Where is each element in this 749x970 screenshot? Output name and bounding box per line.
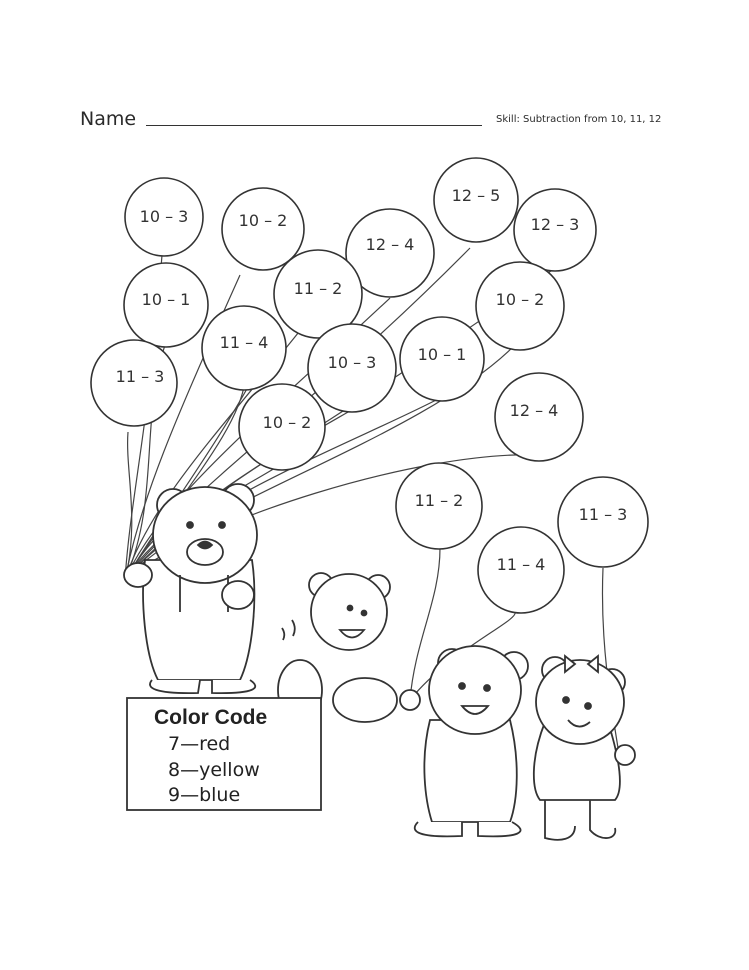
balloon-label: 12 – 4 bbox=[365, 235, 415, 254]
color-code-item: 8—yellow bbox=[168, 759, 260, 781]
balloon-label: 11 – 2 bbox=[293, 279, 343, 298]
balloon-label: 12 – 3 bbox=[530, 215, 580, 234]
balloon-label: 10 – 2 bbox=[238, 211, 288, 230]
bear-right bbox=[534, 656, 635, 840]
balloon-label: 12 – 4 bbox=[509, 401, 559, 420]
name-label: Name bbox=[80, 108, 137, 130]
balloon-label: 11 – 4 bbox=[219, 333, 269, 352]
balloon-label: 11 – 3 bbox=[115, 367, 165, 386]
balloon-label: 11 – 3 bbox=[578, 505, 628, 524]
skill-label: Skill: Subtraction from 10, 11, 12 bbox=[496, 114, 662, 125]
balloon-label: 10 – 2 bbox=[495, 290, 545, 309]
balloon-label: 11 – 4 bbox=[496, 555, 546, 574]
balloon-label: 10 – 2 bbox=[262, 413, 312, 432]
balloon-label: 10 – 3 bbox=[139, 207, 189, 226]
balloon-label: 10 – 1 bbox=[141, 290, 191, 309]
balloon-label: 10 – 3 bbox=[327, 353, 377, 372]
balloon-label: 10 – 1 bbox=[417, 345, 467, 364]
bear-big bbox=[124, 484, 257, 693]
balloon-label: 12 – 5 bbox=[451, 186, 501, 205]
bear-middle bbox=[400, 646, 528, 836]
color-code-title: Color Code bbox=[154, 706, 268, 729]
balloon-label: 11 – 2 bbox=[414, 491, 464, 510]
color-code-item: 7—red bbox=[168, 733, 231, 755]
color-code-item: 9—blue bbox=[168, 784, 241, 806]
